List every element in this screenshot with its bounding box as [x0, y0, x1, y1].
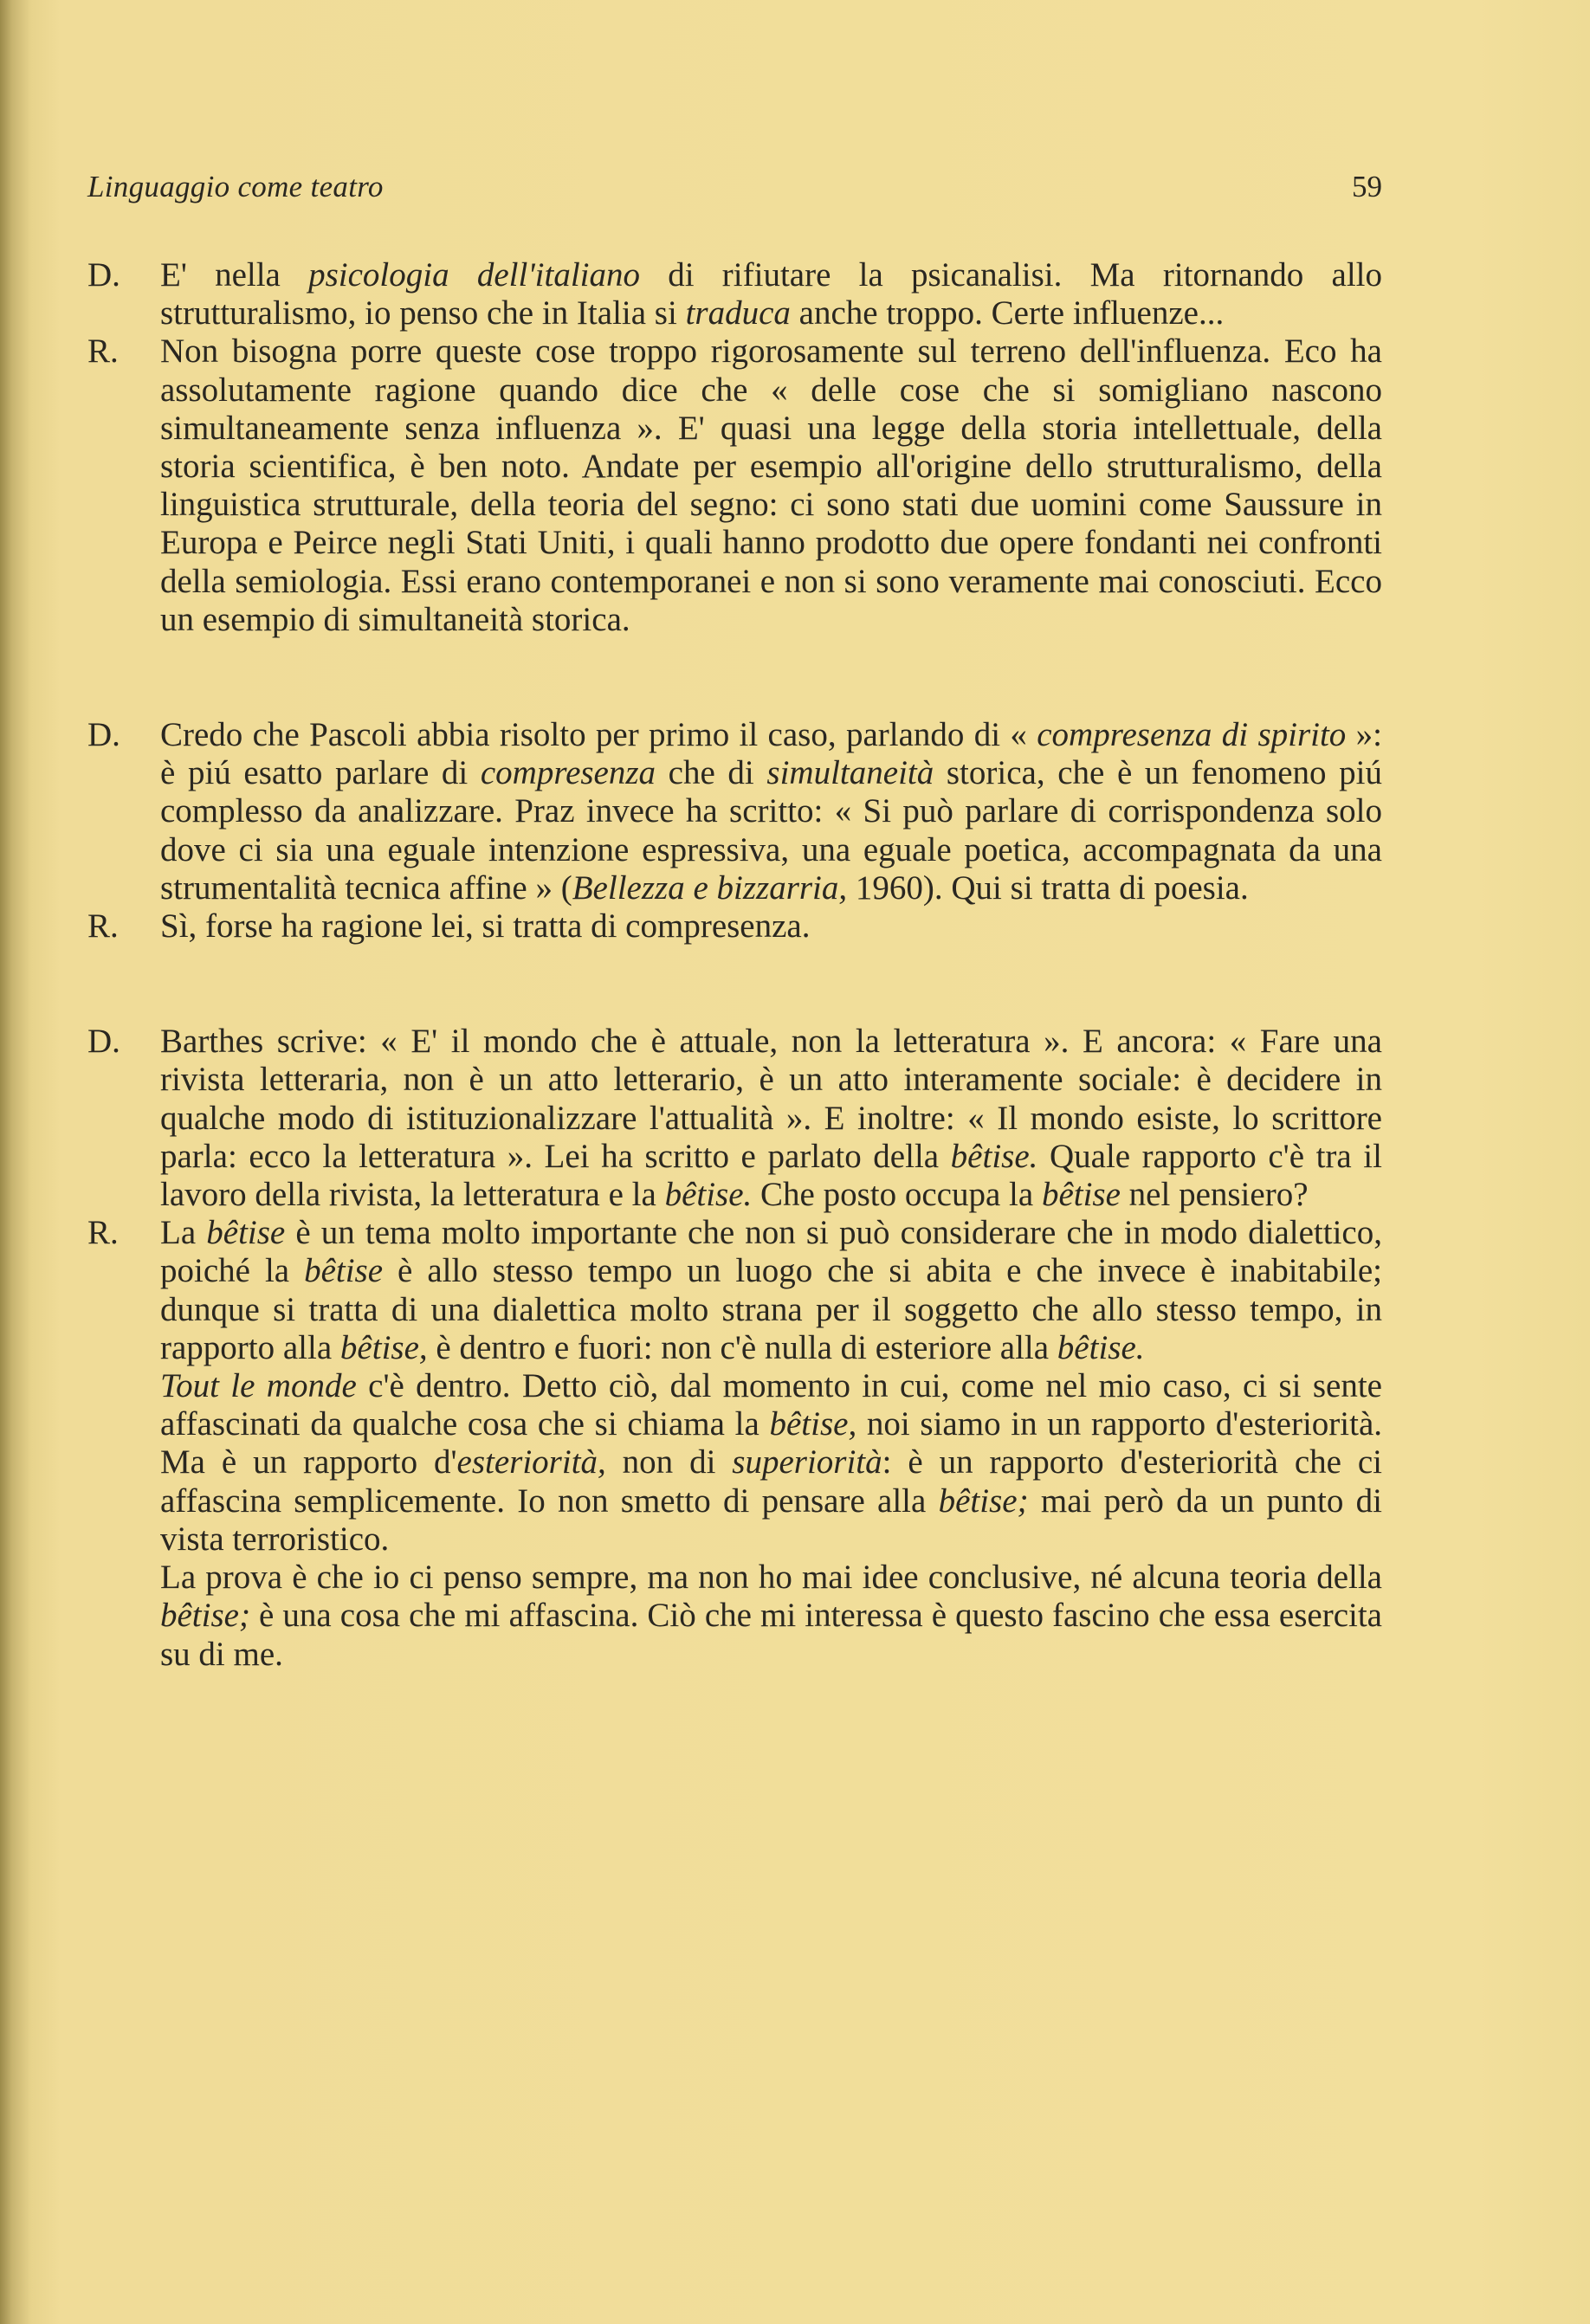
- italic-run: bêtise.: [950, 1137, 1038, 1175]
- text-run: c'è dentro. Detto ciò, dal momento in cui, come nel mio caso, ci si sente affascinati da qualche cosa che si chiama la: [160, 1367, 1382, 1443]
- italic-run: bêtise: [1041, 1176, 1121, 1214]
- turn-body: [160, 332, 1382, 639]
- turn-body: [160, 716, 1382, 907]
- question-turn: [87, 256, 1382, 332]
- italic-run: Bellezza e bizzarria,: [572, 868, 848, 907]
- text-run: »: è piú esatto parlare di: [160, 716, 1382, 792]
- text-run: Credo che Pascoli abbia risolto per primo il caso, parlando di «: [160, 716, 1037, 754]
- italic-run: compresenza: [480, 754, 656, 792]
- text-run: La prova è che io ci penso sempre, ma non ho mai idee conclusive, né alcuna teoria della: [160, 1559, 1382, 1597]
- speaker-label: R.: [87, 1214, 119, 1252]
- italic-run: superiorità: [732, 1443, 882, 1482]
- paragraph: [160, 1023, 1382, 1214]
- interview-text: [87, 256, 1382, 1674]
- italic-run: bêtise.: [1057, 1328, 1145, 1366]
- turn-body: [160, 1214, 1382, 1673]
- page-number: 59: [1352, 170, 1382, 203]
- turn-body: [160, 256, 1382, 332]
- speaker-label: R.: [87, 332, 119, 371]
- speaker-label: D.: [87, 1023, 120, 1061]
- page-header: [87, 170, 1382, 211]
- text-run: Non bisogna porre queste cose troppo rigorosamente sul terreno dell'influenza. Eco ha assolutamente ragione quando dice che « delle cose che si somigliano nascono simultaneamente senza influenza ». E' quasi una legge della storia intellettuale, della storia scientifica, è ben noto. Andate per esempio all'origine dello strutturalismo, della linguistica strutturale, della teoria del segno: ci sono stati due uomini come Saussure in Europa e Peirce negli Stati Uniti, i quali hanno prodotto due opere fondanti nei confronti della semiologia. Essi erano contemporanei e non si sono veramente mai conosciuti. Ecco un esempio di simultaneità storica.: [160, 332, 1382, 638]
- italic-run: bêtise;: [160, 1597, 250, 1635]
- italic-run: simultaneità: [766, 754, 934, 792]
- speaker-label: D.: [87, 716, 120, 754]
- text-run: storica, che è un fenomeno piú complesso da analizzare. Praz invece ha scritto: « Si può parlare di corrispondenza solo dove ci sia una eguale intenzione espressiva, una eguale poetica, accompagnata da una strumentalità tecnica affine » (: [160, 754, 1382, 907]
- running-title: Linguaggio come teatro: [87, 170, 384, 203]
- answer-turn: [87, 1214, 1382, 1673]
- italic-run: Tout le monde: [160, 1367, 357, 1405]
- text-run: E' nella: [160, 256, 309, 294]
- italic-run: compresenza di spirito: [1037, 716, 1347, 754]
- text-run: è allo stesso tempo un luogo che si abita e che invece è inabitabile; dunque si tratta di una dialettica molto strana per il soggetto che allo stesso tempo, in rapporto alla: [160, 1252, 1382, 1366]
- italic-run: bêtise: [206, 1214, 286, 1252]
- paragraph: [160, 1214, 1382, 1367]
- text-run: non di: [605, 1443, 733, 1482]
- paragraph: [160, 907, 1382, 946]
- text-run: nel pensiero?: [1120, 1176, 1309, 1214]
- text-run: di rifiutare la psicanalisi. Ma ritornando allo strutturalismo, io penso che in Italia si: [160, 256, 1382, 332]
- text-run: : è un rapporto d'esteriorità che ci affascina semplicemente. Io non smetto di pensare alla: [160, 1443, 1382, 1520]
- paragraph: [160, 1559, 1382, 1674]
- italic-run: bêtise: [304, 1252, 384, 1290]
- text-run: che di: [656, 754, 767, 792]
- text-run: Che posto occupa la: [752, 1176, 1042, 1214]
- turn-body: [160, 907, 1382, 946]
- text-run: mai però da un punto di vista terroristico.: [160, 1482, 1382, 1558]
- paragraph: [160, 256, 1382, 332]
- text-run: La: [160, 1214, 207, 1252]
- text-run: noi siamo in un rapporto d'esteriorità. Ma è un rapporto d': [160, 1405, 1382, 1482]
- italic-run: bêtise,: [769, 1405, 857, 1443]
- paragraph: [160, 1367, 1382, 1559]
- text-run: 1960). Qui si tratta di poesia.: [847, 868, 1249, 907]
- text-run: è dentro e fuori: non c'è nulla di esteriore alla: [427, 1328, 1057, 1366]
- speaker-label: D.: [87, 256, 120, 294]
- italic-run: bêtise,: [339, 1328, 428, 1366]
- text-run: è un tema molto importante che non si può considerare che in modo dialettico, poiché la: [160, 1214, 1382, 1290]
- italic-run: psicologia dell'italiano: [308, 256, 640, 294]
- question-turn: [87, 1023, 1382, 1214]
- exchange: [87, 716, 1382, 946]
- paragraph: [160, 716, 1382, 907]
- text-run: anche troppo. Certe influenze...: [790, 294, 1225, 332]
- speaker-label: R.: [87, 907, 119, 946]
- answer-turn: [87, 332, 1382, 639]
- italic-run: esteriorità,: [456, 1443, 606, 1482]
- text-run: Barthes scrive: « E' il mondo che è attuale, non la letteratura ». E ancora: « Fare una rivista letteraria, non è un atto letterario, è un atto interamente sociale: è decidere in qualche modo di istituzionalizzare l'attualità ». E inoltre: « Il mondo esiste, lo scrittore parla: ecco la letteratura ». Lei ha scritto e parlato della: [160, 1023, 1382, 1175]
- italic-run: bêtise;: [938, 1482, 1029, 1520]
- italic-run: bêtise.: [664, 1176, 753, 1214]
- text-run: Sì, forse ha ragione lei, si tratta di compresenza.: [160, 907, 811, 946]
- turn-body: [160, 1023, 1382, 1214]
- answer-turn: [87, 907, 1382, 946]
- text-run: è una cosa che mi affascina. Ciò che mi interessa è questo fascino che essa esercita su di me.: [160, 1597, 1382, 1673]
- paragraph: [160, 332, 1382, 639]
- text-run: Quale rapporto c'è tra il lavoro della rivista, la letteratura e la: [160, 1137, 1382, 1214]
- question-turn: [87, 716, 1382, 907]
- exchange: [87, 256, 1382, 639]
- exchange: [87, 1023, 1382, 1673]
- italic-run: traduca: [685, 294, 791, 332]
